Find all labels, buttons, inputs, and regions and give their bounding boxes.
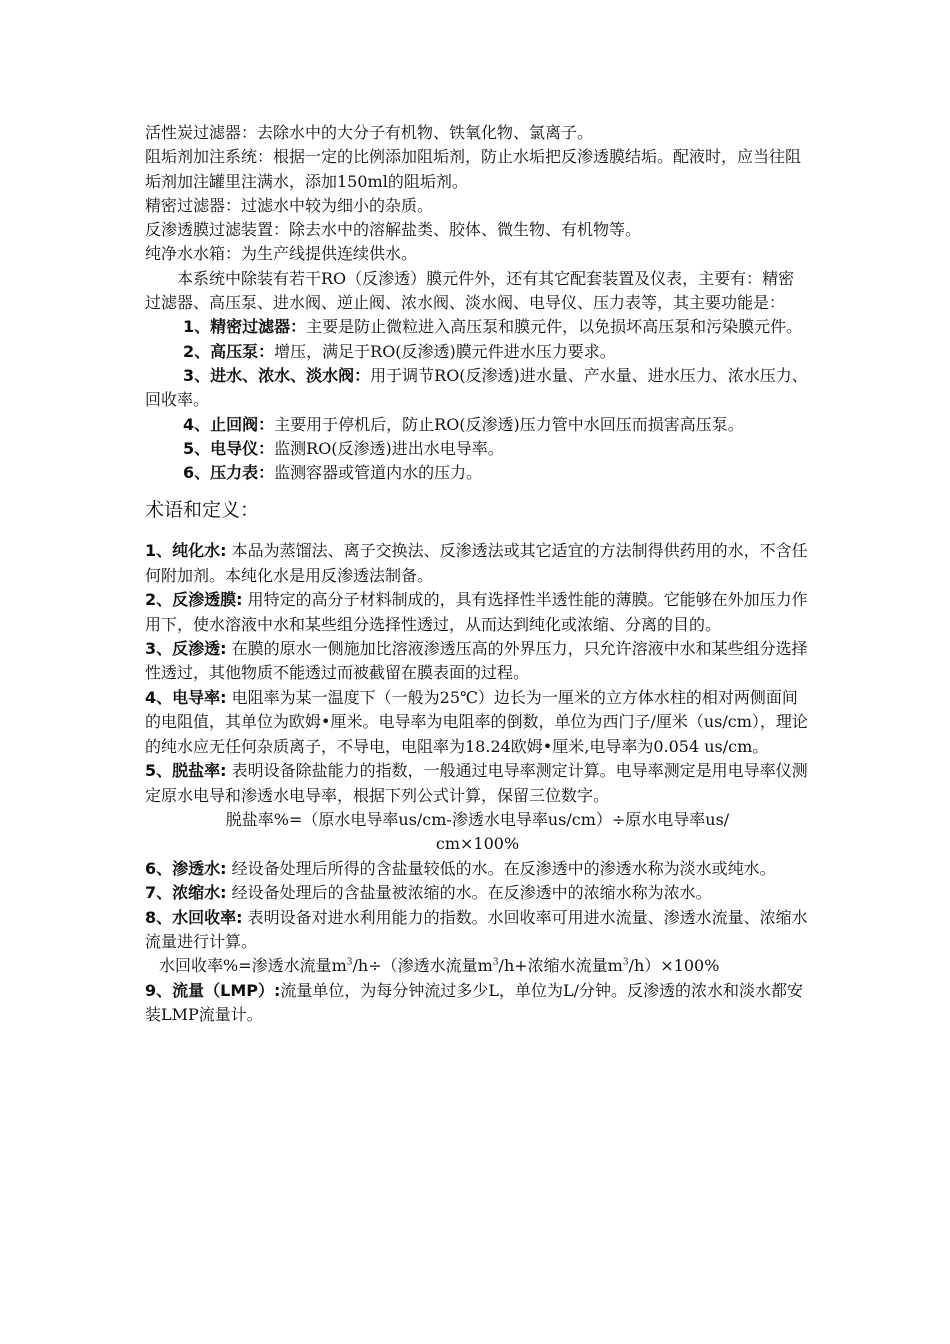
- term-text: 表明设备对进水利用能力的指数。水回收率可用进水流量、渗透水流量、浓缩水流量进行计算。: [145, 907, 808, 951]
- device-item: [145, 461, 810, 485]
- term-text: 电阻率为某一温度下（一般为25℃）边长为一厘米的立方体水柱的相对两侧面间的电阻值，其单位为欧姆•厘米。电导率为电阻率的倒数，单位为西门子/厘米（us/cm），理论的纯水应无任何杂质离子，不导电，电阻率为18.24欧姆•厘米,电导率为0.054 us/cm。: [145, 687, 808, 756]
- term-item: [145, 906, 810, 955]
- term-label: 7、浓缩水:: [145, 883, 227, 903]
- intro-line-water-tank: 纯净水水箱：为生产线提供连续供水。: [145, 244, 418, 264]
- intro-line-carbon-filter: 活性炭过滤器：去除水中的大分子有机物、铁氧化物、氯离子。: [145, 123, 594, 142]
- term-label: 3、反渗透:: [145, 639, 227, 659]
- term-label: 4、电导率:: [145, 687, 227, 707]
- device-item: [145, 413, 810, 437]
- superscript: 3: [622, 958, 629, 969]
- desalination-formula-line2: cm×100%: [435, 834, 520, 854]
- term-text: 流量单位，为每分钟流过多少L，单位为L/分钟。反渗透的浓水和淡水都安装LMP流量计。: [145, 980, 804, 1025]
- term-label: 6、渗透水:: [145, 858, 227, 878]
- formula-part: 水回收率%=渗透水流量m: [159, 956, 347, 976]
- term-label: 1、纯化水:: [145, 541, 227, 561]
- intro-line-scale-inhibitor: 阻垢剂加注系统：根据一定的比例添加阻垢剂，防止水垢把反渗透膜结垢。配液时，应当往阻垢剂加注罐里注满水，添加150ml的阻垢剂。: [145, 147, 802, 191]
- term-text: 经设备处理后的含盐量被浓缩的水。在反渗透中的浓缩水称为浓水。: [226, 883, 712, 903]
- device-text: 主要用于停机后，防止RO(反渗透)压力管中水回压而损害高压泵。: [274, 414, 744, 434]
- recovery-formula: [145, 954, 810, 978]
- device-item: [145, 315, 810, 339]
- superscript: 3: [346, 958, 353, 969]
- device-item: [145, 364, 810, 413]
- term-label: 5、脱盐率:: [145, 761, 227, 781]
- document-page: [145, 121, 810, 1028]
- term-item: [145, 979, 810, 1028]
- term-item: [145, 759, 810, 808]
- device-label: 6、压力表：: [183, 463, 275, 483]
- term-item: [145, 637, 810, 686]
- device-text: 监测容器或管道内水的压力。: [274, 463, 483, 483]
- term-label: 9、流量（LMP）:: [145, 980, 281, 1000]
- superscript: 3: [492, 958, 499, 969]
- term-item: [145, 686, 810, 759]
- device-label: 3、进水、浓水、淡水阀：: [183, 365, 371, 385]
- intro-line-ro-device: 反渗透膜过滤装置：除去水中的溶解盐类、胶体、微生物、有机物等。: [145, 220, 642, 240]
- device-label: 2、高压泵：: [183, 341, 275, 361]
- device-item: [145, 340, 810, 364]
- term-label: 2、反渗透膜:: [145, 590, 243, 610]
- intro-line-precision-filter: 精密过滤器：过滤水中较为细小的杂质。: [145, 195, 434, 215]
- term-item: [145, 539, 810, 588]
- term-text: 本品为蒸馏法、离子交换法、反渗透法或其它适宜的方法制得供药用的水，不含任何附加剂。本纯化水是用反渗透法制备。: [145, 541, 808, 585]
- device-text: 增压，满足于RO(反渗透)膜元件进水压力要求。: [274, 341, 616, 361]
- desalination-formula-line1: 脱盐率%=（原水电导率us/cm-渗透水电导率us/cm）÷原水电导率us/: [225, 809, 730, 829]
- term-item: [145, 881, 810, 905]
- section-heading: 术语和定义：: [145, 499, 260, 522]
- term-text: 用特定的高分子材料制成的，具有选择性半透性能的薄膜。它能够在外加压力作用下，使水溶液中水和某些组分选择性透过，从而达到纯化或浓缩、分离的目的。: [145, 590, 808, 634]
- term-item: [145, 857, 810, 881]
- device-label: 1、精密过滤器：: [183, 317, 307, 337]
- device-item: [145, 437, 810, 461]
- formula-part: /h）×100%: [628, 956, 720, 976]
- term-item: [145, 588, 810, 637]
- term-text: 在膜的原水一侧施加比溶液渗透压高的外界压力，只允许溶液中水和某些组分选择性透过，其他物质不能透过而被截留在膜表面的过程。: [145, 639, 808, 683]
- device-label: 5、电导仪：: [183, 438, 275, 458]
- intro-system-paragraph: 本系统中除装有若干RO（反渗透）膜元件外，还有其它配套装置及仪表，主要有：精密过滤器、高压泵、进水阀、逆止阀、浓水阀、淡水阀、电导仪、压力表等，其主要功能是：: [145, 268, 795, 313]
- formula-part: /h÷（渗透水流量m: [352, 956, 493, 976]
- term-text: 经设备处理后所得的含盐量较低的水。在反渗透中的渗透水称为淡水或纯水。: [226, 858, 776, 878]
- terms-list: [145, 539, 810, 1027]
- device-label: 4、止回阀：: [183, 414, 275, 434]
- term-label: 8、水回收率:: [145, 907, 243, 927]
- device-text: 用于调节RO(反渗透)进水量、产水量、进水压力、浓水压力、回收率。: [145, 365, 808, 410]
- device-text: 主要是防止微粒进入高压泵和膜元件，以免损坏高压泵和污染膜元件。: [306, 317, 803, 337]
- term-text: 表明设备除盐能力的指数，一般通过电导率测定计算。电导率测定是用电导率仪测定原水电导和渗透水电导率，根据下列公式计算，保留三位数字。: [145, 761, 808, 805]
- device-text: 监测RO(反渗透)进出水电导率。: [274, 438, 504, 458]
- formula-part: /h+浓缩水流量m: [498, 956, 623, 976]
